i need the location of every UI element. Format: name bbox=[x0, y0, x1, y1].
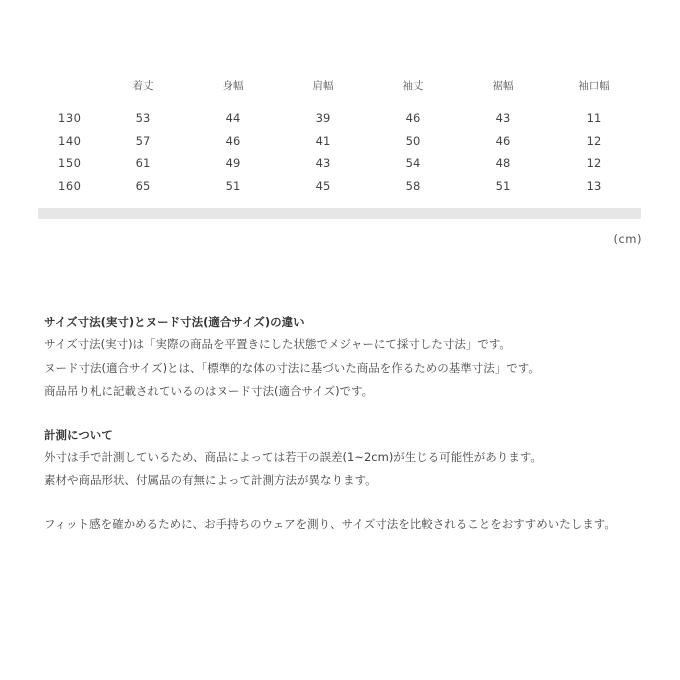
body-width-cell: 44 bbox=[225, 111, 241, 126]
body-width-cell: 46 bbox=[225, 133, 241, 148]
size-cell: 160 bbox=[58, 178, 82, 193]
length-cell: 57 bbox=[135, 133, 151, 148]
sleeve-length-cell: 46 bbox=[405, 111, 421, 126]
table-row bbox=[38, 107, 640, 130]
length-cell: 61 bbox=[135, 156, 151, 171]
table-header-row bbox=[38, 72, 640, 98]
measurement-section bbox=[44, 424, 644, 493]
size-cell: 140 bbox=[58, 133, 82, 148]
unit-label: (cm) bbox=[613, 232, 642, 246]
table-row bbox=[38, 130, 640, 153]
size-cell: 130 bbox=[58, 111, 82, 126]
shoulder-width-cell: 39 bbox=[315, 111, 331, 126]
cuff-width-cell: 12 bbox=[586, 156, 602, 171]
shoulder-width-cell: 41 bbox=[315, 133, 331, 148]
notes-section bbox=[44, 311, 644, 535]
shoulder-width-cell: 45 bbox=[315, 178, 331, 193]
shoulder-width-cell: 43 bbox=[315, 156, 331, 171]
size-table bbox=[38, 72, 640, 197]
header-cuff-width: 袖口幅 bbox=[578, 79, 610, 92]
size-cell: 150 bbox=[58, 156, 82, 171]
header-hem-width: 裾幅 bbox=[492, 79, 514, 92]
length-cell: 65 bbox=[135, 178, 151, 193]
sleeve-length-cell: 50 bbox=[405, 133, 421, 148]
cuff-width-cell: 13 bbox=[586, 178, 602, 193]
header-shoulder-width: 肩幅 bbox=[312, 79, 334, 92]
header-length: 着丈 bbox=[132, 79, 154, 92]
table-bottom-bar bbox=[38, 208, 641, 219]
hem-width-cell: 48 bbox=[495, 156, 511, 171]
fit-advice-paragraph: フィット感を確かめるために、お手持ちのウェアを測り、サイズ寸法を比較されることをおすすめいたします。 bbox=[44, 516, 616, 531]
table-row bbox=[38, 152, 640, 175]
hem-width-cell: 43 bbox=[495, 111, 511, 126]
body-width-cell: 49 bbox=[225, 156, 241, 171]
cuff-width-cell: 11 bbox=[586, 111, 602, 126]
section-heading: 計測について bbox=[44, 427, 113, 442]
note-line: サイズ寸法(実寸)は「実際の商品を平置きにした状態でメジャーにて採寸した寸法」です。 bbox=[44, 337, 511, 351]
section-heading: サイズ寸法(実寸)とヌード寸法(適合サイズ)の違い bbox=[44, 315, 305, 329]
note-line: 外寸は手で計測しているため、商品によっては若干の誤差(1~2cm)が生じる可能性があります。 bbox=[44, 449, 542, 464]
header-sleeve-length: 袖丈 bbox=[402, 79, 424, 92]
length-cell: 53 bbox=[135, 111, 151, 126]
sleeve-length-cell: 54 bbox=[405, 156, 421, 171]
hem-width-cell: 46 bbox=[495, 133, 511, 148]
note-line: 商品吊り札に記載されているのはヌード寸法(適合サイズ)です。 bbox=[44, 384, 374, 398]
header-body-width: 身幅 bbox=[222, 79, 244, 92]
body-width-cell: 51 bbox=[225, 178, 241, 193]
cuff-width-cell: 12 bbox=[586, 133, 602, 148]
table-row bbox=[38, 175, 640, 198]
hem-width-cell: 51 bbox=[495, 178, 511, 193]
size-difference-section bbox=[44, 311, 644, 404]
sleeve-length-cell: 58 bbox=[405, 178, 421, 193]
note-line: 素材や商品形状、付属品の有無によって計測方法が異なります。 bbox=[44, 473, 377, 487]
note-line: ヌード寸法(適合サイズ)とは、「標準的な体の寸法に基づいた商品を作るための基準寸法」です。 bbox=[44, 360, 540, 375]
